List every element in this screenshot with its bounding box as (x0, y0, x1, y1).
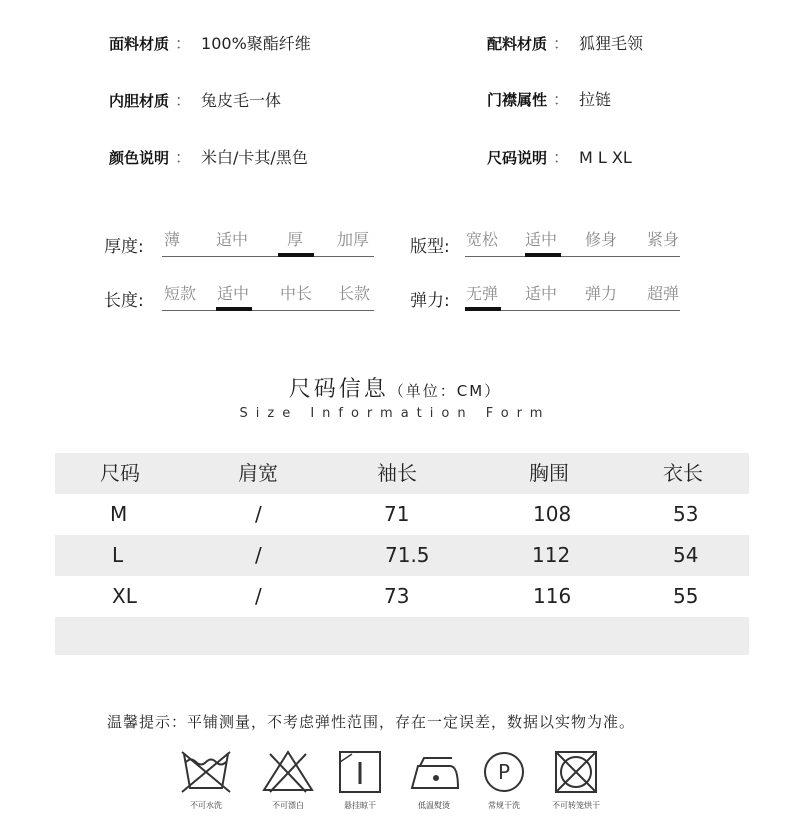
size-info-subtitle: Size Information Form (239, 406, 551, 421)
scale-label: 厚度: (104, 237, 144, 257)
attr-key: 面料材质 (109, 35, 170, 53)
attr-value: 狐狸毛领 (579, 34, 644, 53)
care-caption: 不可水洗 (190, 801, 222, 810)
table-header-cell: 肩宽 (238, 461, 278, 485)
scale-selected-bar (278, 253, 314, 257)
table-row (55, 576, 749, 617)
table-cell: / (255, 502, 262, 526)
notice-text: 温馨提示：平铺测量，不考虑弹性范围，存在一定误差，数据以实物为准。 (107, 713, 636, 731)
scale-track (162, 310, 374, 311)
table-cell: / (255, 584, 262, 608)
care-item (325, 748, 395, 811)
attr-value: 100%聚酯纤维 (201, 34, 311, 53)
scale-selected-bar (216, 307, 252, 311)
size-table (55, 453, 749, 655)
size-info-unit: （单位：CM） (388, 382, 502, 400)
attr-trim: 配料材质 ： 狐狸毛领 (487, 34, 644, 53)
scale-option: 修身 (585, 230, 618, 249)
scale-track (162, 256, 374, 257)
attr-value: 拉链 (579, 90, 612, 109)
attr-key: 尺码说明 (487, 149, 548, 167)
care-item (399, 748, 469, 811)
scale-option: 适中 (216, 230, 249, 249)
table-cell: L (112, 543, 124, 567)
care-item (541, 748, 611, 811)
care-caption: 悬挂晾干 (344, 801, 376, 810)
table-cell: 108 (533, 502, 572, 526)
care-item (171, 748, 241, 811)
scale-option: 宽松 (466, 230, 499, 249)
table-cell: 53 (673, 502, 699, 526)
scale-label: 长度: (104, 291, 144, 311)
table-cell: 116 (533, 584, 572, 608)
attr-value: 兔皮毛一体 (201, 91, 282, 110)
hang-dry-icon (332, 748, 388, 796)
size-info-title (0, 372, 790, 403)
attr-closure: 门襟属性 ： 拉链 (487, 90, 612, 109)
table-cell: 73 (384, 584, 410, 608)
scale-option: 无弹 (466, 284, 499, 303)
scale-option: 长款 (338, 284, 371, 303)
scale-option: 中长 (280, 284, 313, 303)
care-caption: 常规干洗 (488, 801, 520, 810)
scale-length (104, 280, 374, 314)
table-cell: 55 (673, 584, 699, 608)
table-header-cell: 袖长 (377, 461, 417, 485)
attr-value: M L XL (579, 148, 632, 167)
scale-option: 弹力 (585, 284, 618, 303)
scale-thickness (104, 226, 374, 260)
low-iron-icon (406, 748, 462, 796)
scale-option: 紧身 (647, 230, 680, 249)
attr-fabric: 面料材质 ： 100%聚酯纤维 (109, 34, 311, 53)
attr-key: 颜色说明 (109, 149, 170, 167)
attr-key: 内胆材质 (109, 92, 170, 110)
scale-fit (410, 226, 680, 260)
scale-selected-bar (525, 253, 561, 257)
attr-lining: 内胆材质 ： 兔皮毛一体 (109, 91, 282, 110)
scale-option: 超弹 (647, 284, 680, 303)
scale-option: 薄 (164, 230, 181, 249)
scale-label: 弹力: (410, 291, 450, 311)
scale-selected-bar (465, 307, 501, 311)
table-cell: XL (112, 584, 137, 608)
scale-option: 适中 (525, 230, 558, 249)
size-info-title-text: 尺码信息 (288, 377, 389, 402)
svg-text:P: P (497, 760, 511, 784)
care-caption: 不可转笼烘干 (552, 801, 600, 810)
scale-track (465, 256, 680, 257)
attr-color: 颜色说明 ： 米白/卡其/黑色 (109, 148, 308, 167)
no-bleach-icon (260, 748, 316, 796)
scale-option: 加厚 (337, 230, 370, 249)
table-cell: 54 (673, 543, 699, 567)
table-header-cell: 尺码 (100, 461, 140, 485)
table-row (55, 617, 749, 655)
table-cell: / (255, 543, 262, 567)
attr-key: 门襟属性 (487, 91, 548, 109)
table-header-cell: 胸围 (529, 461, 569, 485)
table-cell: 71 (384, 502, 410, 526)
care-item (469, 748, 539, 811)
care-caption: 不可漂白 (272, 801, 304, 810)
no-wash-icon (178, 748, 234, 796)
attr-size: 尺码说明 ： M L XL (487, 148, 632, 167)
table-cell: 71.5 (385, 543, 430, 567)
scale-option: 厚 (287, 230, 304, 249)
table-cell: 112 (532, 543, 571, 567)
no-tumble-dry-icon (548, 748, 604, 796)
scale-option: 短款 (164, 284, 197, 303)
attr-key: 配料材质 (487, 35, 548, 53)
dry-clean-icon (476, 748, 532, 796)
attr-value: 米白/卡其/黑色 (201, 148, 308, 167)
scale-option: 适中 (217, 284, 250, 303)
table-row (55, 494, 749, 535)
table-header-row (55, 453, 749, 494)
care-caption: 低温熨烫 (418, 801, 450, 810)
table-header-cell: 衣长 (663, 461, 703, 485)
scale-option: 适中 (525, 284, 558, 303)
table-cell: M (110, 502, 128, 526)
care-item (253, 748, 323, 811)
scale-label: 版型: (410, 237, 450, 257)
table-row (55, 535, 749, 576)
scale-elasticity (410, 280, 680, 314)
